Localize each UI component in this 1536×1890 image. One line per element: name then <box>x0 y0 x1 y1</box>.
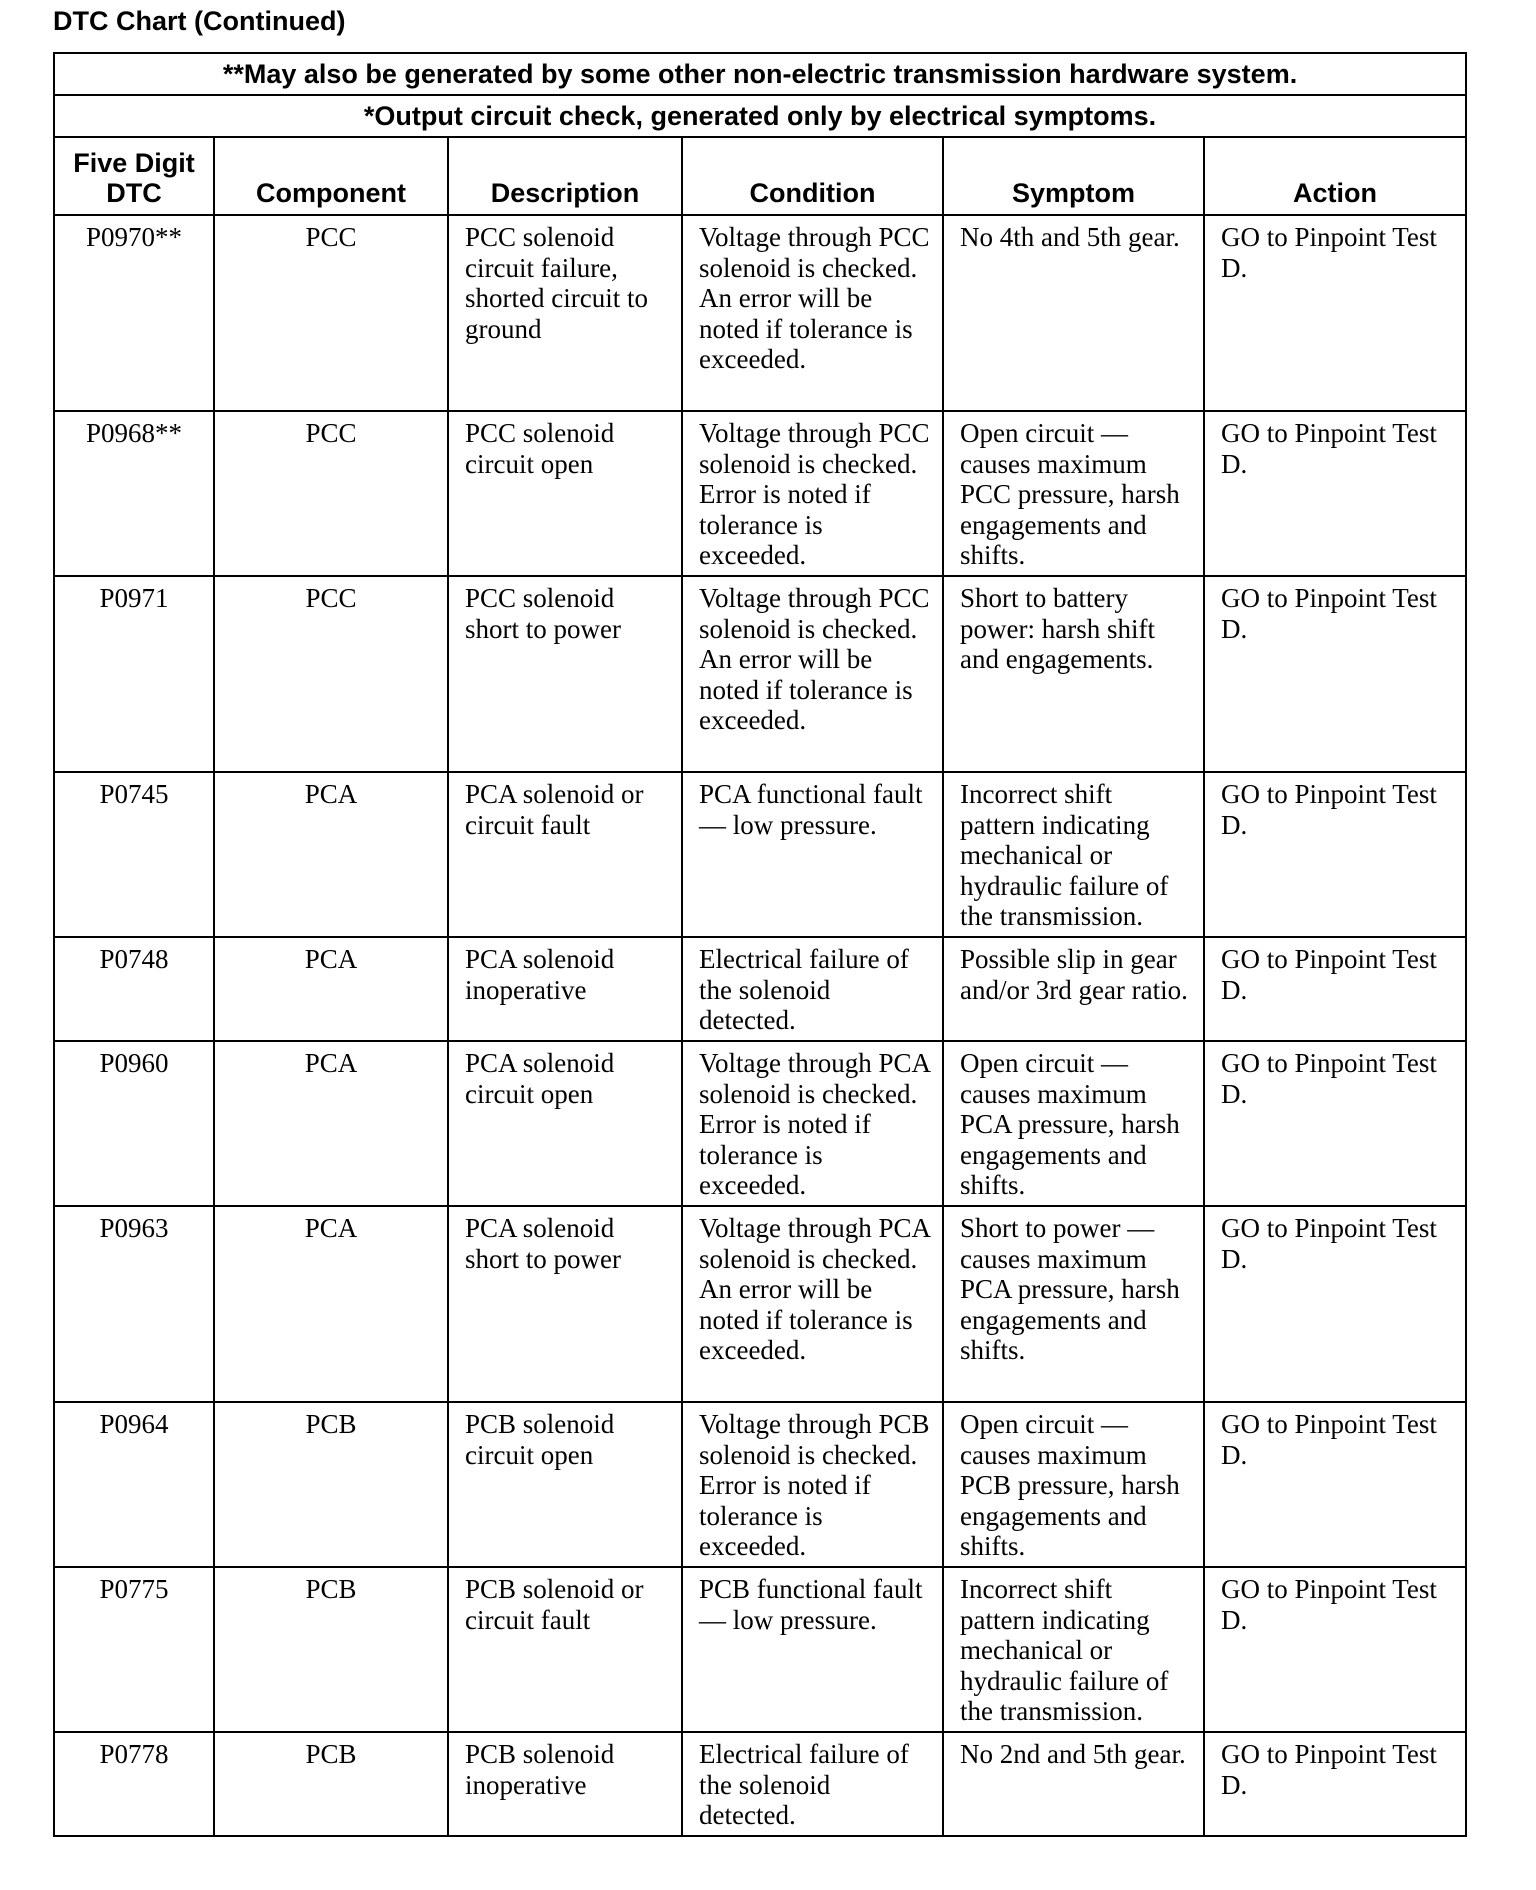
column-header-description: Description <box>448 137 682 215</box>
dtc-code-cell: P0778 <box>54 1732 214 1836</box>
component-cell: PCC <box>214 576 448 772</box>
symptom-cell: Incorrect shift pattern indicating mechanical or hydraulic failure of the transmission. <box>943 1567 1204 1732</box>
symptom-cell: Open circuit — causes maximum PCB pressure, harsh engagements and shifts. <box>943 1402 1204 1567</box>
condition-cell: Voltage through PCC solenoid is checked. Error is noted if tolerance is exceeded. <box>682 411 943 576</box>
description-cell: PCC solenoid circuit failure, shorted circuit to ground <box>448 215 682 411</box>
component-cell: PCB <box>214 1732 448 1836</box>
component-cell: PCA <box>214 772 448 937</box>
column-header-dtc-line1: Five Digit <box>73 148 195 178</box>
action-cell: GO to Pinpoint Test D. <box>1204 1402 1466 1567</box>
note-row-double-star <box>54 53 1466 95</box>
dtc-code-cell: P0968** <box>54 411 214 576</box>
column-header-component: Component <box>214 137 448 215</box>
header-row <box>54 137 1466 215</box>
symptom-cell: Possible slip in gear and/or 3rd gear ratio. <box>943 937 1204 1041</box>
condition-cell: Voltage through PCA solenoid is checked. An error will be noted if tolerance is exceeded. <box>682 1206 943 1402</box>
condition-cell: Voltage through PCC solenoid is checked. An error will be noted if tolerance is exceeded. <box>682 215 943 411</box>
description-cell: PCA solenoid short to power <box>448 1206 682 1402</box>
action-cell: GO to Pinpoint Test D. <box>1204 1567 1466 1732</box>
dtc-code-cell: P0970** <box>54 215 214 411</box>
column-header-symptom: Symptom <box>943 137 1204 215</box>
symptom-cell: Short to power — causes maximum PCA pressure, harsh engagements and shifts. <box>943 1206 1204 1402</box>
column-header-dtc <box>54 137 214 215</box>
action-cell: GO to Pinpoint Test D. <box>1204 937 1466 1041</box>
table-row <box>54 1041 1466 1206</box>
table-row <box>54 772 1466 937</box>
dtc-code-cell: P0960 <box>54 1041 214 1206</box>
table-row <box>54 1732 1466 1836</box>
table-row <box>54 411 1466 576</box>
column-header-dtc-line2: DTC <box>106 178 162 208</box>
condition-cell: Electrical failure of the solenoid detected. <box>682 937 943 1041</box>
symptom-cell: Open circuit — causes maximum PCA pressure, harsh engagements and shifts. <box>943 1041 1204 1206</box>
note-row-single-star <box>54 95 1466 137</box>
condition-cell: PCA functional fault — low pressure. <box>682 772 943 937</box>
dtc-code-cell: P0971 <box>54 576 214 772</box>
description-cell: PCA solenoid inoperative <box>448 937 682 1041</box>
dtc-code-cell: P0745 <box>54 772 214 937</box>
dtc-code-cell: P0748 <box>54 937 214 1041</box>
symptom-cell: Open circuit — causes maximum PCC pressure, harsh engagements and shifts. <box>943 411 1204 576</box>
action-cell: GO to Pinpoint Test D. <box>1204 576 1466 772</box>
dtc-table <box>53 52 1467 1837</box>
symptom-cell: No 4th and 5th gear. <box>943 215 1204 411</box>
action-cell: GO to Pinpoint Test D. <box>1204 215 1466 411</box>
description-cell: PCC solenoid short to power <box>448 576 682 772</box>
dtc-code-cell: P0964 <box>54 1402 214 1567</box>
component-cell: PCC <box>214 215 448 411</box>
component-cell: PCA <box>214 937 448 1041</box>
table-row <box>54 215 1466 411</box>
condition-cell: Voltage through PCB solenoid is checked. Error is noted if tolerance is exceeded. <box>682 1402 943 1567</box>
table-row <box>54 1567 1466 1732</box>
symptom-cell: No 2nd and 5th gear. <box>943 1732 1204 1836</box>
table-row <box>54 1402 1466 1567</box>
component-cell: PCB <box>214 1567 448 1732</box>
table-row <box>54 1206 1466 1402</box>
page-title: DTC Chart (Continued) <box>53 6 346 36</box>
action-cell: GO to Pinpoint Test D. <box>1204 1206 1466 1402</box>
description-cell: PCB solenoid circuit open <box>448 1402 682 1567</box>
action-cell: GO to Pinpoint Test D. <box>1204 772 1466 937</box>
action-cell: GO to Pinpoint Test D. <box>1204 1041 1466 1206</box>
dtc-code-cell: P0963 <box>54 1206 214 1402</box>
symptom-cell: Incorrect shift pattern indicating mechanical or hydraulic failure of the transmission. <box>943 772 1204 937</box>
component-cell: PCC <box>214 411 448 576</box>
description-cell: PCC solenoid circuit open <box>448 411 682 576</box>
note-single-star: *Output circuit check, generated only by electrical symptoms. <box>54 95 1466 137</box>
note-double-star: **May also be generated by some other non-electric transmission hardware system. <box>54 53 1466 95</box>
condition-cell: Voltage through PCC solenoid is checked. An error will be noted if tolerance is exceeded. <box>682 576 943 772</box>
condition-cell: Electrical failure of the solenoid detected. <box>682 1732 943 1836</box>
description-cell: PCA solenoid circuit open <box>448 1041 682 1206</box>
symptom-cell: Short to battery power: harsh shift and engagements. <box>943 576 1204 772</box>
component-cell: PCA <box>214 1041 448 1206</box>
component-cell: PCB <box>214 1402 448 1567</box>
component-cell: PCA <box>214 1206 448 1402</box>
table-row <box>54 576 1466 772</box>
column-header-action: Action <box>1204 137 1466 215</box>
condition-cell: Voltage through PCA solenoid is checked. Error is noted if tolerance is exceeded. <box>682 1041 943 1206</box>
action-cell: GO to Pinpoint Test D. <box>1204 411 1466 576</box>
condition-cell: PCB functional fault — low pressure. <box>682 1567 943 1732</box>
column-header-condition: Condition <box>682 137 943 215</box>
dtc-code-cell: P0775 <box>54 1567 214 1732</box>
action-cell: GO to Pinpoint Test D. <box>1204 1732 1466 1836</box>
description-cell: PCB solenoid inoperative <box>448 1732 682 1836</box>
description-cell: PCA solenoid or circuit fault <box>448 772 682 937</box>
description-cell: PCB solenoid or circuit fault <box>448 1567 682 1732</box>
table-row <box>54 937 1466 1041</box>
